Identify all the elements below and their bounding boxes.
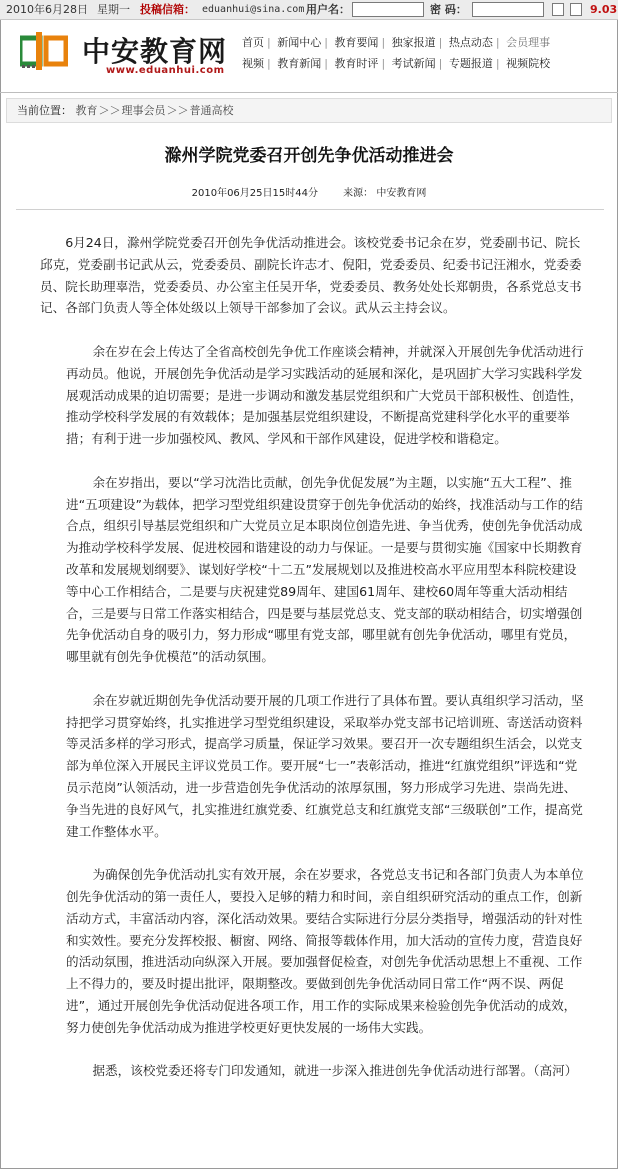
breadcrumb-item-members[interactable]: 理事会员 xyxy=(121,104,166,117)
nav-row-2: 视频 | 教育新闻 | 教育时评 | 考试新闻 | 专题报道 | 视频院校 xyxy=(242,57,551,70)
nav-video-schools[interactable]: 视频院校 xyxy=(506,57,551,70)
password-input[interactable] xyxy=(472,2,544,17)
article-paragraph: 余在岁在会上传达了全省高校创先争优工作座谈会精神，并就深入开展创先争优活动进行再动员。他说，开展创先争优活动是学习实践活动的延展和深化，是巩固扩大学习实践科学发展观活动成果的迫切需要；是进一步调动和激发基层党组织和广大党员干部积极性、创造性，推动学校科学发展的有效载体；是加强基层党组织建设，不断提高党建科学化水平的重要举措；有利于进一步加强校风、教风、学风和干部作风建设，促进学校和谐稳定。 xyxy=(66,343,584,447)
breadcrumb xyxy=(6,98,612,123)
zhongan-logo-icon xyxy=(20,32,68,70)
article-paragraph: 为确保创先争优活动扎实有效开展，余在岁要求，各党总支书记和各部门负责人为本单位创先争优活动的第一责任人，要投入足够的精力和时间，亲自组织研究活动的重点工作，创新活动方式，丰富活动内容，深化活动效果。要结合实际进行分层分类指导，增强活动的针对性和实效性。要充分发挥校报、橱窗、网络、简报等载体作用，加大活动的宣传力度，营造良好的活动氛围，推进活动向纵深入开展。要加强督促检查，对创先争优活动思想上不重视、工作上不得力的，要及时提出批评，限期整改。要做到创先争优活动同日常工作“两不误、两促进”，通过开展创先争优活动促进各项工作，用工作的实际成果来检验创先争优活动的成效，努力使创先争优活动成为推进学校更好更快发展的一场伟大实践。 xyxy=(66,867,584,1035)
nav-special-reports[interactable]: 专题报道 xyxy=(448,57,493,70)
nav-edu-headlines[interactable]: 教育要闻 xyxy=(334,36,379,49)
breadcrumb-item-universities[interactable]: 普通高校 xyxy=(189,104,234,117)
article-paragraph: 6月24日，滁州学院党委召开创先争优活动推进会。该校党委书记余在岁，党委副书记、院长邱克，党委副书记武从云，党委委员、副院长许志才、倪阳，党委委员、纪委书记汪湘水，党委委员、院长助理辜浩，党委委员、办公室主任吴开华，党委委员、教务处处长郑朝贵，各系党总支书记、各部门负责人等全体处级以上领导干部参加了会议。武从云主持会议。 xyxy=(40,235,582,316)
nav-edu-commentary[interactable]: 教育时评 xyxy=(334,57,379,70)
main-nav xyxy=(242,32,550,74)
breadcrumb-arrow: ＞＞ xyxy=(166,104,189,117)
logo-wordmark: 中安教育网 xyxy=(82,35,228,68)
submit-mailbox-label: 投稿信箱： xyxy=(140,3,195,16)
breadcrumb-label: 当前位置： xyxy=(17,104,72,117)
nav-edu-news[interactable]: 教育新闻 xyxy=(277,57,322,70)
submit-email-link[interactable]: eduanhui@sina.com xyxy=(202,4,305,15)
article-paragraph: 余在岁指出，要以“学习沈浩比贡献，创先争优促发展”为主题，以实施“五大工程”、推进“五项建设”为载体，把学习型党组织建设贯穿于创先争优活动的始终，找准活动与工作的结合点，组织引导基层党组织和广大党员立足本职岗位创造先进、争当优秀，使创先争优活动成为推动学校科学发展、促进校园和谐建设的动力与保证。一是要与贯彻实施《国家中长期教育改革和发展规划纲要》、谋划好学校“十二五”发展规划以及推进校高水平应用型本科院校建设等中心工作相结合，二是要与庆祝建党89周年、建国61周年、建校60周年等重大活动相结合，三是要与日常工作落实相结合，四是要与基层党总支、党支部的联动相结合，切实增强创先争优活动自身的吸引力，努力形成“哪里有党支部，哪里就有创先争优活动，哪里有党员，哪里就有创先争优模范”的活动氛围。 xyxy=(66,474,583,665)
site-logo[interactable] xyxy=(20,26,230,78)
article-title: 滁州学院党委召开创先争优活动推进会 xyxy=(164,146,454,166)
nav-exam-news[interactable]: 考试新闻 xyxy=(391,57,436,70)
current-weekday: 星期一 xyxy=(97,3,130,16)
nav-home[interactable]: 首页 xyxy=(242,36,264,49)
article-paragraph: 余在岁就近期创先争优活动要开展的几项工作进行了具体布置。要认真组织学习活动，坚持把学习贯穿始终，扎实推进学习型党组织建设，采取举办党支部书记培训班、寄送活动资料等灵活多样的学习形式，提高学习质量，保证学习效果。要召开一次专题组织生活会，以党支部为单位深入开展民主评议党员工作。要开展“七一”表彰活动，推进“红旗党组织”评选和“党员示范岗”认领活动，进一步营造创先争优活动的浓厚氛围，努力形成学习先进、崇尚先进、争当先进的良好风气，扎实推进红旗党委、红旗党总支和红旗党支部“三级联创”工作，提高党建工作整体水平。 xyxy=(66,692,584,839)
current-date: 2010年6月28日 xyxy=(6,3,88,16)
nav-exclusive[interactable]: 独家报道 xyxy=(391,36,436,49)
breadcrumb-item-education[interactable]: 教育 xyxy=(75,104,98,117)
username-label: 用户名： xyxy=(306,3,350,16)
article-datetime: 2010年06月25日15时44分 xyxy=(191,188,318,199)
register-checkbox[interactable] xyxy=(570,3,582,16)
login-button[interactable]: 9.03 xyxy=(590,3,618,16)
nav-hot-topics[interactable]: 热点动态 xyxy=(448,36,493,49)
login-option-checkbox[interactable] xyxy=(552,3,564,16)
nav-row-1: 首页 | 新闻中心 | 教育要闻 | 独家报道 | 热点动态 | 会员理事 xyxy=(242,36,551,49)
article-body xyxy=(40,232,586,1104)
nav-news-center[interactable]: 新闻中心 xyxy=(277,36,322,49)
nav-video[interactable]: 视频 xyxy=(242,57,264,70)
logo-url: www.eduanhui.com xyxy=(106,65,225,76)
nav-members[interactable]: 会员理事 xyxy=(506,36,551,49)
article-meta xyxy=(0,184,618,199)
password-label: 密 码： xyxy=(430,3,467,16)
article-source: 来源： 中安教育网 xyxy=(343,188,427,199)
article-divider xyxy=(16,209,604,210)
header-divider xyxy=(0,92,618,93)
username-input[interactable] xyxy=(352,2,424,17)
top-bar xyxy=(0,0,618,20)
article-paragraph: 据悉，该校党委还将专门印发通知，就进一步深入推进创先争优活动进行部署。（高河） xyxy=(92,1063,578,1079)
breadcrumb-arrow: ＞＞ xyxy=(98,104,121,117)
